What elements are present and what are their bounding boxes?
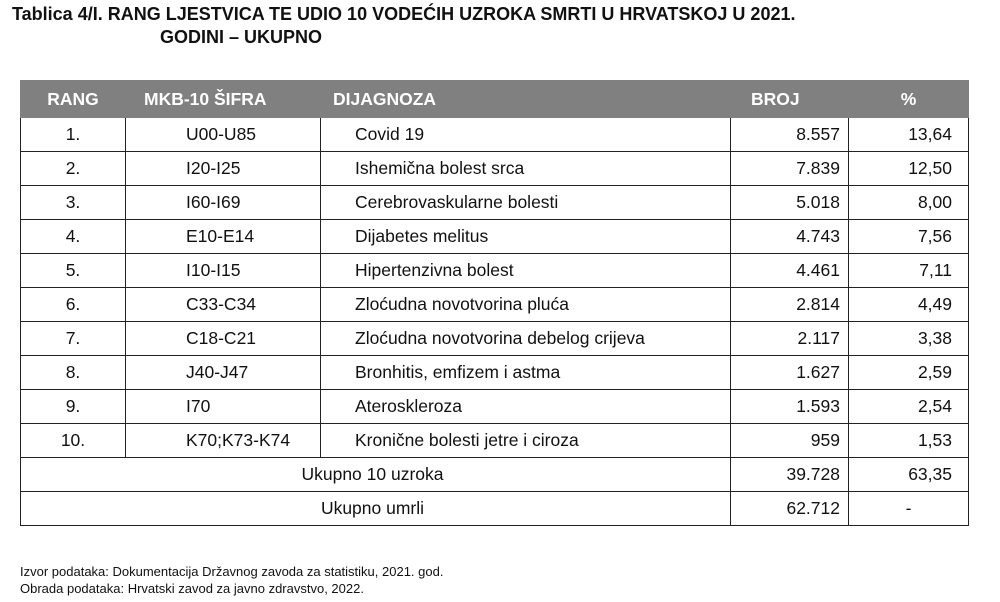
cell-mkb: J40-J47 [126,356,321,390]
cell-broj: 1.627 [731,356,849,390]
cell-broj: 5.018 [731,186,849,220]
cell-rang: 10. [21,424,126,458]
total-percent: - [849,492,969,526]
cell-dijagnoza: Bronhitis, emfizem i astma [321,356,731,390]
cell-dijagnoza: Ateroskleroza [321,390,731,424]
cell-rang: 4. [21,220,126,254]
cell-mkb: C33-C34 [126,288,321,322]
header-percent: % [849,81,969,118]
table-row [21,322,969,356]
cell-mkb: I20-I25 [126,152,321,186]
cell-dijagnoza: Zloćudna novotvorina pluća [321,288,731,322]
cell-rang: 2. [21,152,126,186]
table-row [21,186,969,220]
causes-of-death-table [20,80,969,526]
cell-mkb: I10-I15 [126,254,321,288]
cell-mkb: K70;K73-K74 [126,424,321,458]
total-row-all [21,492,969,526]
table-row [21,152,969,186]
table-row [21,356,969,390]
cell-broj: 7.839 [731,152,849,186]
cell-rang: 5. [21,254,126,288]
table-body [21,118,969,526]
cell-percent: 4,49 [849,288,969,322]
cell-percent: 13,64 [849,118,969,152]
total-label: Ukupno umrli [21,492,731,526]
cell-percent: 8,00 [849,186,969,220]
cell-percent: 7,11 [849,254,969,288]
cell-broj: 4.461 [731,254,849,288]
cell-percent: 2,54 [849,390,969,424]
table-row [21,390,969,424]
cell-dijagnoza: Zloćudna novotvorina debelog crijeva [321,322,731,356]
cell-percent: 7,56 [849,220,969,254]
cell-percent: 3,38 [849,322,969,356]
cell-mkb: I60-I69 [126,186,321,220]
title-line-1: Tablica 4/I. RANG LJESTVICA TE UDIO 10 VODEĆIH UZROKA SMRTI U HRVATSKOJ U 2021. [12,4,796,24]
cell-dijagnoza: Cerebrovaskularne bolesti [321,186,731,220]
cell-broj: 2.117 [731,322,849,356]
cell-rang: 8. [21,356,126,390]
cell-broj: 4.743 [731,220,849,254]
table-footer [20,563,443,597]
cell-mkb: I70 [126,390,321,424]
table-title [12,3,992,49]
table-row [21,220,969,254]
cell-mkb: E10-E14 [126,220,321,254]
cell-rang: 7. [21,322,126,356]
cell-rang: 9. [21,390,126,424]
cell-rang: 3. [21,186,126,220]
header-mkb: MKB-10 ŠIFRA [126,81,321,118]
cell-dijagnoza: Hipertenzivna bolest [321,254,731,288]
table-header-row [21,81,969,118]
cell-broj: 1.593 [731,390,849,424]
cell-rang: 6. [21,288,126,322]
header-broj: BROJ [731,81,849,118]
cell-dijagnoza: Kronične bolesti jetre i ciroza [321,424,731,458]
total-row-top10 [21,458,969,492]
header-dijagnoza: DIJAGNOZA [321,81,731,118]
processing-note: Obrada podataka: Hrvatski zavod za javno zdravstvo, 2022. [20,581,364,596]
title-line-2: GODINI – UKUPNO [160,27,323,47]
cell-broj: 959 [731,424,849,458]
cell-mkb: U00-U85 [126,118,321,152]
source-note: Izvor podataka: Dokumentacija Državnog zavoda za statistiku, 2021. god. [20,564,444,579]
table-row [21,118,969,152]
header-rang: RANG [21,81,126,118]
total-broj: 62.712 [731,492,849,526]
cell-percent: 1,53 [849,424,969,458]
cell-broj: 8.557 [731,118,849,152]
cell-percent: 2,59 [849,356,969,390]
cell-dijagnoza: Ishemična bolest srca [321,152,731,186]
total-label: Ukupno 10 uzroka [21,458,731,492]
table-row [21,424,969,458]
table-row [21,254,969,288]
cell-mkb: C18-C21 [126,322,321,356]
cell-broj: 2.814 [731,288,849,322]
cell-percent: 12,50 [849,152,969,186]
cell-rang: 1. [21,118,126,152]
cell-dijagnoza: Dijabetes melitus [321,220,731,254]
total-percent: 63,35 [849,458,969,492]
table-row [21,288,969,322]
total-broj: 39.728 [731,458,849,492]
cell-dijagnoza: Covid 19 [321,118,731,152]
